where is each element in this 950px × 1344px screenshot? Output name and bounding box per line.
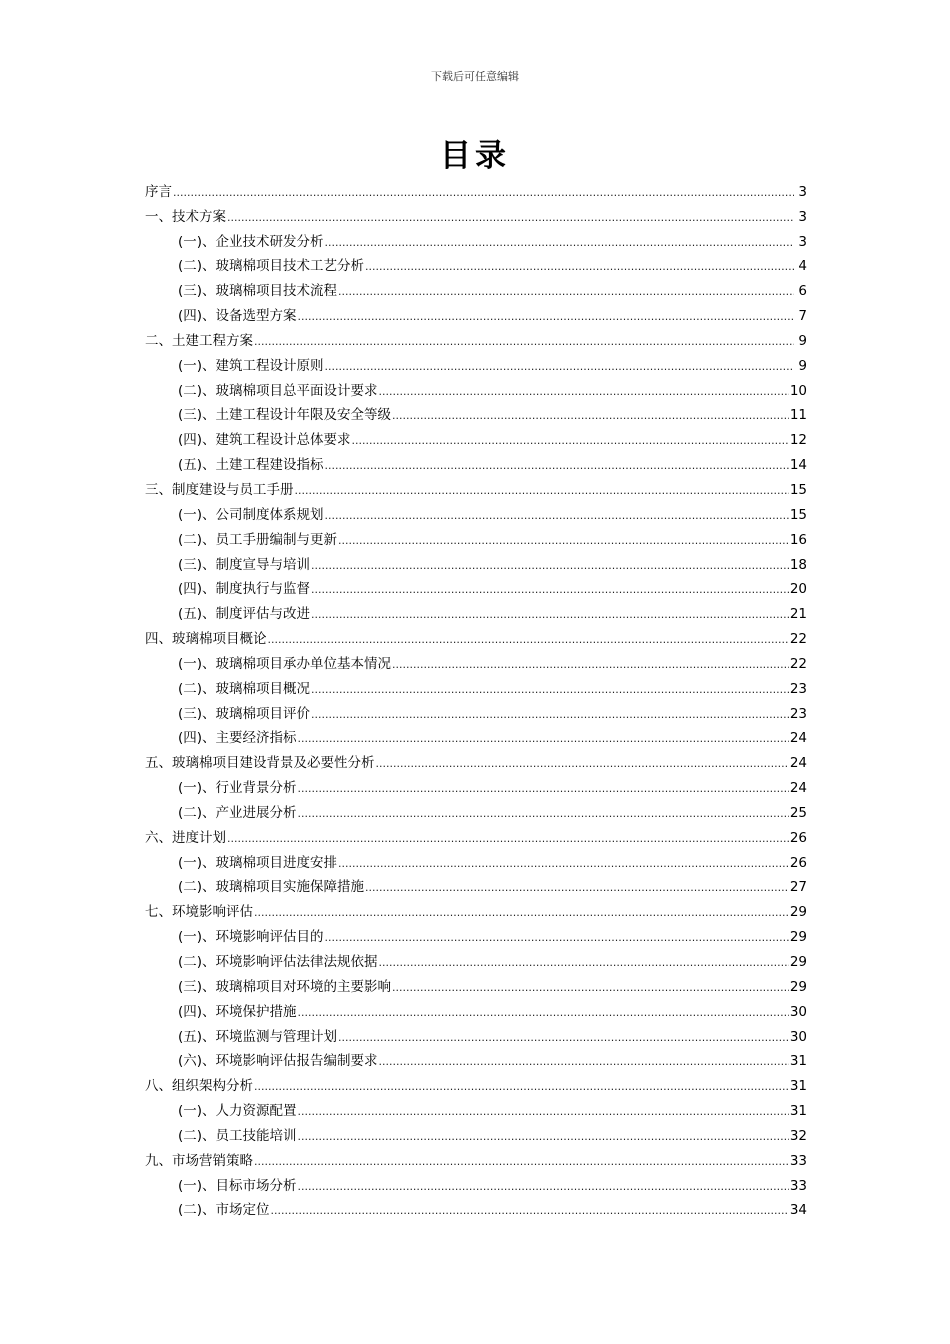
toc-leader-dots [298, 1180, 789, 1194]
toc-chapter-entry[interactable] [145, 473, 807, 498]
toc-page-number: 34 [789, 1202, 807, 1219]
toc-page-number: 29 [789, 978, 807, 995]
toc-leader-dots [254, 1080, 789, 1094]
toc-section-entry[interactable] [145, 1194, 807, 1219]
toc-leader-dots [298, 1006, 789, 1020]
toc-chapter-entry[interactable] [145, 175, 807, 200]
toc-entry-title: (三)、玻璃棉项目评价 [178, 705, 311, 722]
toc-page-number: 29 [789, 929, 807, 946]
toc-page-number: 33 [789, 1177, 807, 1194]
toc-leader-dots [365, 881, 789, 895]
toc-entry-title: (二)、玻璃棉项目技术工艺分析 [178, 258, 365, 275]
toc-page-number: 24 [789, 755, 807, 772]
toc-section-entry[interactable] [145, 945, 807, 970]
toc-section-entry[interactable] [145, 647, 807, 672]
toc-page-number: 3 [798, 208, 807, 225]
toc-entry-title: 九、市场营销策略 [145, 1152, 253, 1169]
toc-entry-title: (四)、建筑工程设计总体要求 [178, 432, 351, 449]
toc-page-number: 26 [789, 854, 807, 871]
toc-page-number: 31 [789, 1078, 807, 1095]
toc-section-entry[interactable] [145, 274, 807, 299]
toc-leader-dots [298, 807, 789, 821]
toc-section-entry[interactable] [145, 423, 807, 448]
toc-entry-title: (一)、目标市场分析 [178, 1177, 297, 1194]
toc-leader-dots [325, 459, 789, 473]
toc-leader-dots [271, 1204, 789, 1218]
toc-chapter-entry[interactable] [145, 622, 807, 647]
toc-page-number: 33 [789, 1152, 807, 1169]
toc-page-number: 15 [789, 506, 807, 523]
toc-page-number: 23 [789, 705, 807, 722]
toc-page-number: 29 [789, 904, 807, 921]
toc-entry-title: 四、玻璃棉项目概论 [145, 631, 267, 648]
toc-page-number: 25 [789, 804, 807, 821]
toc-section-entry[interactable] [145, 349, 807, 374]
toc-leader-dots [392, 981, 789, 995]
toc-leader-dots [325, 236, 794, 250]
toc-section-entry[interactable] [145, 1020, 807, 1045]
toc-leader-dots [376, 757, 789, 771]
toc-entry-title: (六)、环境影响评估报告编制要求 [178, 1053, 378, 1070]
toc-page-number: 3 [798, 183, 807, 200]
toc-entry-title: (四)、设备选型方案 [178, 308, 297, 325]
toc-section-entry[interactable] [145, 597, 807, 622]
toc-chapter-entry[interactable] [145, 1069, 807, 1094]
toc-entry-title: 八、组织架构分析 [145, 1078, 253, 1095]
toc-entry-title: (三)、玻璃棉项目对环境的主要影响 [178, 978, 392, 995]
toc-section-entry[interactable] [145, 250, 807, 275]
toc-leader-dots [311, 708, 789, 722]
toc-entry-title: (二)、员工技能培训 [178, 1127, 297, 1144]
toc-entry-title: (一)、行业背景分析 [178, 780, 297, 797]
toc-entry-title: (一)、企业技术研发分析 [178, 233, 324, 250]
toc-leader-dots [298, 782, 789, 796]
toc-page-number: 30 [789, 1028, 807, 1045]
toc-leader-dots [311, 608, 789, 622]
toc-leader-dots [338, 285, 794, 299]
toc-entry-title: (四)、制度执行与监督 [178, 581, 311, 598]
toc-section-entry[interactable] [145, 573, 807, 598]
toc-section-entry[interactable] [145, 920, 807, 945]
toc-section-entry[interactable] [145, 995, 807, 1020]
toc-section-entry[interactable] [145, 374, 807, 399]
toc-leader-dots [298, 732, 789, 746]
header-note: 下载后可任意编辑 [431, 70, 519, 83]
toc-entry-title: (二)、员工手册编制与更新 [178, 531, 338, 548]
toc-entry-title: 五、玻璃棉项目建设背景及必要性分析 [145, 755, 375, 772]
toc-page-number: 12 [789, 432, 807, 449]
toc-leader-dots [254, 335, 794, 349]
toc-page-number: 16 [789, 531, 807, 548]
toc-leader-dots [227, 211, 794, 225]
toc-page-number: 10 [789, 382, 807, 399]
toc-page-number: 29 [789, 954, 807, 970]
toc-page-number: 18 [789, 556, 807, 573]
toc-chapter-entry[interactable] [145, 895, 807, 920]
toc-section-entry[interactable] [145, 1119, 807, 1144]
toc-leader-dots [338, 1031, 789, 1045]
toc-entry-title: 一、技术方案 [145, 208, 226, 225]
toc-page-number: 32 [789, 1127, 807, 1144]
toc-leader-dots [298, 310, 794, 324]
toc-entry-title: (五)、制度评估与改进 [178, 606, 311, 623]
toc-entry-title: (一)、公司制度体系规划 [178, 506, 324, 523]
toc-entry-title: (五)、环境监测与管理计划 [178, 1028, 338, 1045]
toc-section-entry[interactable] [145, 299, 807, 324]
toc-leader-dots [338, 857, 789, 871]
toc-entry-title: (一)、玻璃棉项目进度安排 [178, 854, 338, 871]
toc-chapter-entry[interactable] [145, 324, 807, 349]
toc-section-entry[interactable] [145, 871, 807, 896]
toc-section-entry[interactable] [145, 1045, 807, 1070]
toc-leader-dots [352, 434, 789, 448]
toc-leader-dots [295, 484, 789, 498]
toc-chapter-entry[interactable] [145, 200, 807, 225]
toc-leader-dots [298, 1105, 789, 1119]
page-title: 目录 [440, 138, 510, 174]
toc-page-number: 23 [789, 680, 807, 697]
toc-entry-title: (二)、玻璃棉项目总平面设计要求 [178, 382, 378, 399]
toc-entry-title: (一)、人力资源配置 [178, 1103, 297, 1120]
toc-section-entry[interactable] [145, 448, 807, 473]
toc-page-number: 22 [789, 631, 807, 648]
toc-entry-title: (三)、制度宣导与培训 [178, 556, 311, 573]
toc-leader-dots [311, 583, 789, 597]
toc-leader-dots [379, 1055, 789, 1069]
toc-page-number: 31 [789, 1053, 807, 1070]
toc-entry-title: (五)、土建工程建设指标 [178, 457, 324, 474]
toc-leader-dots [392, 658, 789, 672]
toc-leader-dots [325, 360, 794, 374]
toc-section-entry[interactable] [145, 970, 807, 995]
toc-page-number: 7 [798, 308, 807, 325]
toc-leader-dots [379, 956, 789, 970]
toc-leader-dots [268, 633, 789, 647]
toc-section-entry[interactable] [145, 225, 807, 250]
toc-entry-title: (三)、土建工程设计年限及安全等级 [178, 407, 392, 424]
toc-entry-title: 二、土建工程方案 [145, 332, 253, 349]
toc-leader-dots [298, 1130, 789, 1144]
toc-page-number: 20 [789, 581, 807, 598]
toc-leader-dots [379, 385, 789, 399]
toc-section-entry[interactable] [145, 498, 807, 523]
toc-section-entry[interactable] [145, 796, 807, 821]
toc-section-entry[interactable] [145, 1094, 807, 1119]
toc-entry-title: 六、进度计划 [145, 829, 226, 846]
toc-page-number: 14 [789, 457, 807, 474]
toc-page-number: 3 [798, 233, 807, 250]
toc-page-number: 30 [789, 1003, 807, 1020]
toc-entry-title: (二)、产业进展分析 [178, 804, 297, 821]
toc-leader-dots [338, 534, 789, 548]
toc-page-number: 31 [789, 1103, 807, 1120]
toc-entry-title: (三)、玻璃棉项目技术流程 [178, 283, 338, 300]
toc-leader-dots [365, 260, 794, 274]
toc-page-number: 22 [789, 655, 807, 672]
toc-entry-title: (二)、玻璃棉项目实施保障措施 [178, 879, 365, 896]
toc-section-entry[interactable] [145, 1169, 807, 1194]
toc-leader-dots [392, 409, 789, 423]
toc-page-number: 11 [789, 407, 807, 424]
toc-leader-dots [325, 509, 789, 523]
toc-chapter-entry[interactable] [145, 1144, 807, 1169]
toc-section-entry[interactable] [145, 771, 807, 796]
toc-page-number: 9 [798, 332, 807, 349]
toc-entry-title: (四)、主要经济指标 [178, 730, 297, 747]
toc-page-number: 27 [789, 879, 807, 896]
toc-page-number: 15 [789, 481, 807, 498]
toc-page-number: 6 [798, 283, 807, 300]
toc-leader-dots [325, 931, 789, 945]
toc-page-number: 21 [789, 606, 807, 623]
toc-section-entry[interactable] [145, 523, 807, 548]
toc-entry-title: (一)、环境影响评估目的 [178, 929, 324, 946]
toc-leader-dots [311, 683, 789, 697]
toc-leader-dots [254, 1155, 789, 1169]
toc-section-entry[interactable] [145, 722, 807, 747]
toc-page-number: 24 [789, 780, 807, 797]
toc-page-number: 9 [798, 357, 807, 374]
toc-entry-title: (一)、玻璃棉项目承办单位基本情况 [178, 655, 392, 672]
toc-section-entry[interactable] [145, 399, 807, 424]
toc-entry-title: (二)、环境影响评估法律法规依据 [178, 954, 378, 970]
toc-leader-dots [227, 832, 789, 846]
toc-page-number: 24 [789, 730, 807, 747]
toc-entry-title: (二)、市场定位 [178, 1202, 270, 1219]
toc-section-entry[interactable] [145, 672, 807, 697]
toc-section-entry[interactable] [145, 697, 807, 722]
toc-entry-title: 序言 [145, 183, 172, 200]
toc-page-number: 4 [798, 258, 807, 275]
toc-leader-dots [173, 186, 794, 200]
toc-leader-dots [311, 559, 789, 573]
toc-entry-title: (四)、环境保护措施 [178, 1003, 297, 1020]
toc-chapter-entry[interactable] [145, 746, 807, 771]
toc-chapter-entry[interactable] [145, 821, 807, 846]
toc-section-entry[interactable] [145, 846, 807, 871]
toc-entry-title: (一)、建筑工程设计原则 [178, 357, 324, 374]
toc-page-number: 26 [789, 829, 807, 846]
toc-entry-title: 七、环境影响评估 [145, 904, 253, 921]
table-of-contents [145, 175, 807, 1218]
toc-entry-title: 三、制度建设与员工手册 [145, 481, 294, 498]
toc-section-entry[interactable] [145, 548, 807, 573]
toc-leader-dots [254, 906, 789, 920]
toc-entry-title: (二)、玻璃棉项目概况 [178, 680, 311, 697]
